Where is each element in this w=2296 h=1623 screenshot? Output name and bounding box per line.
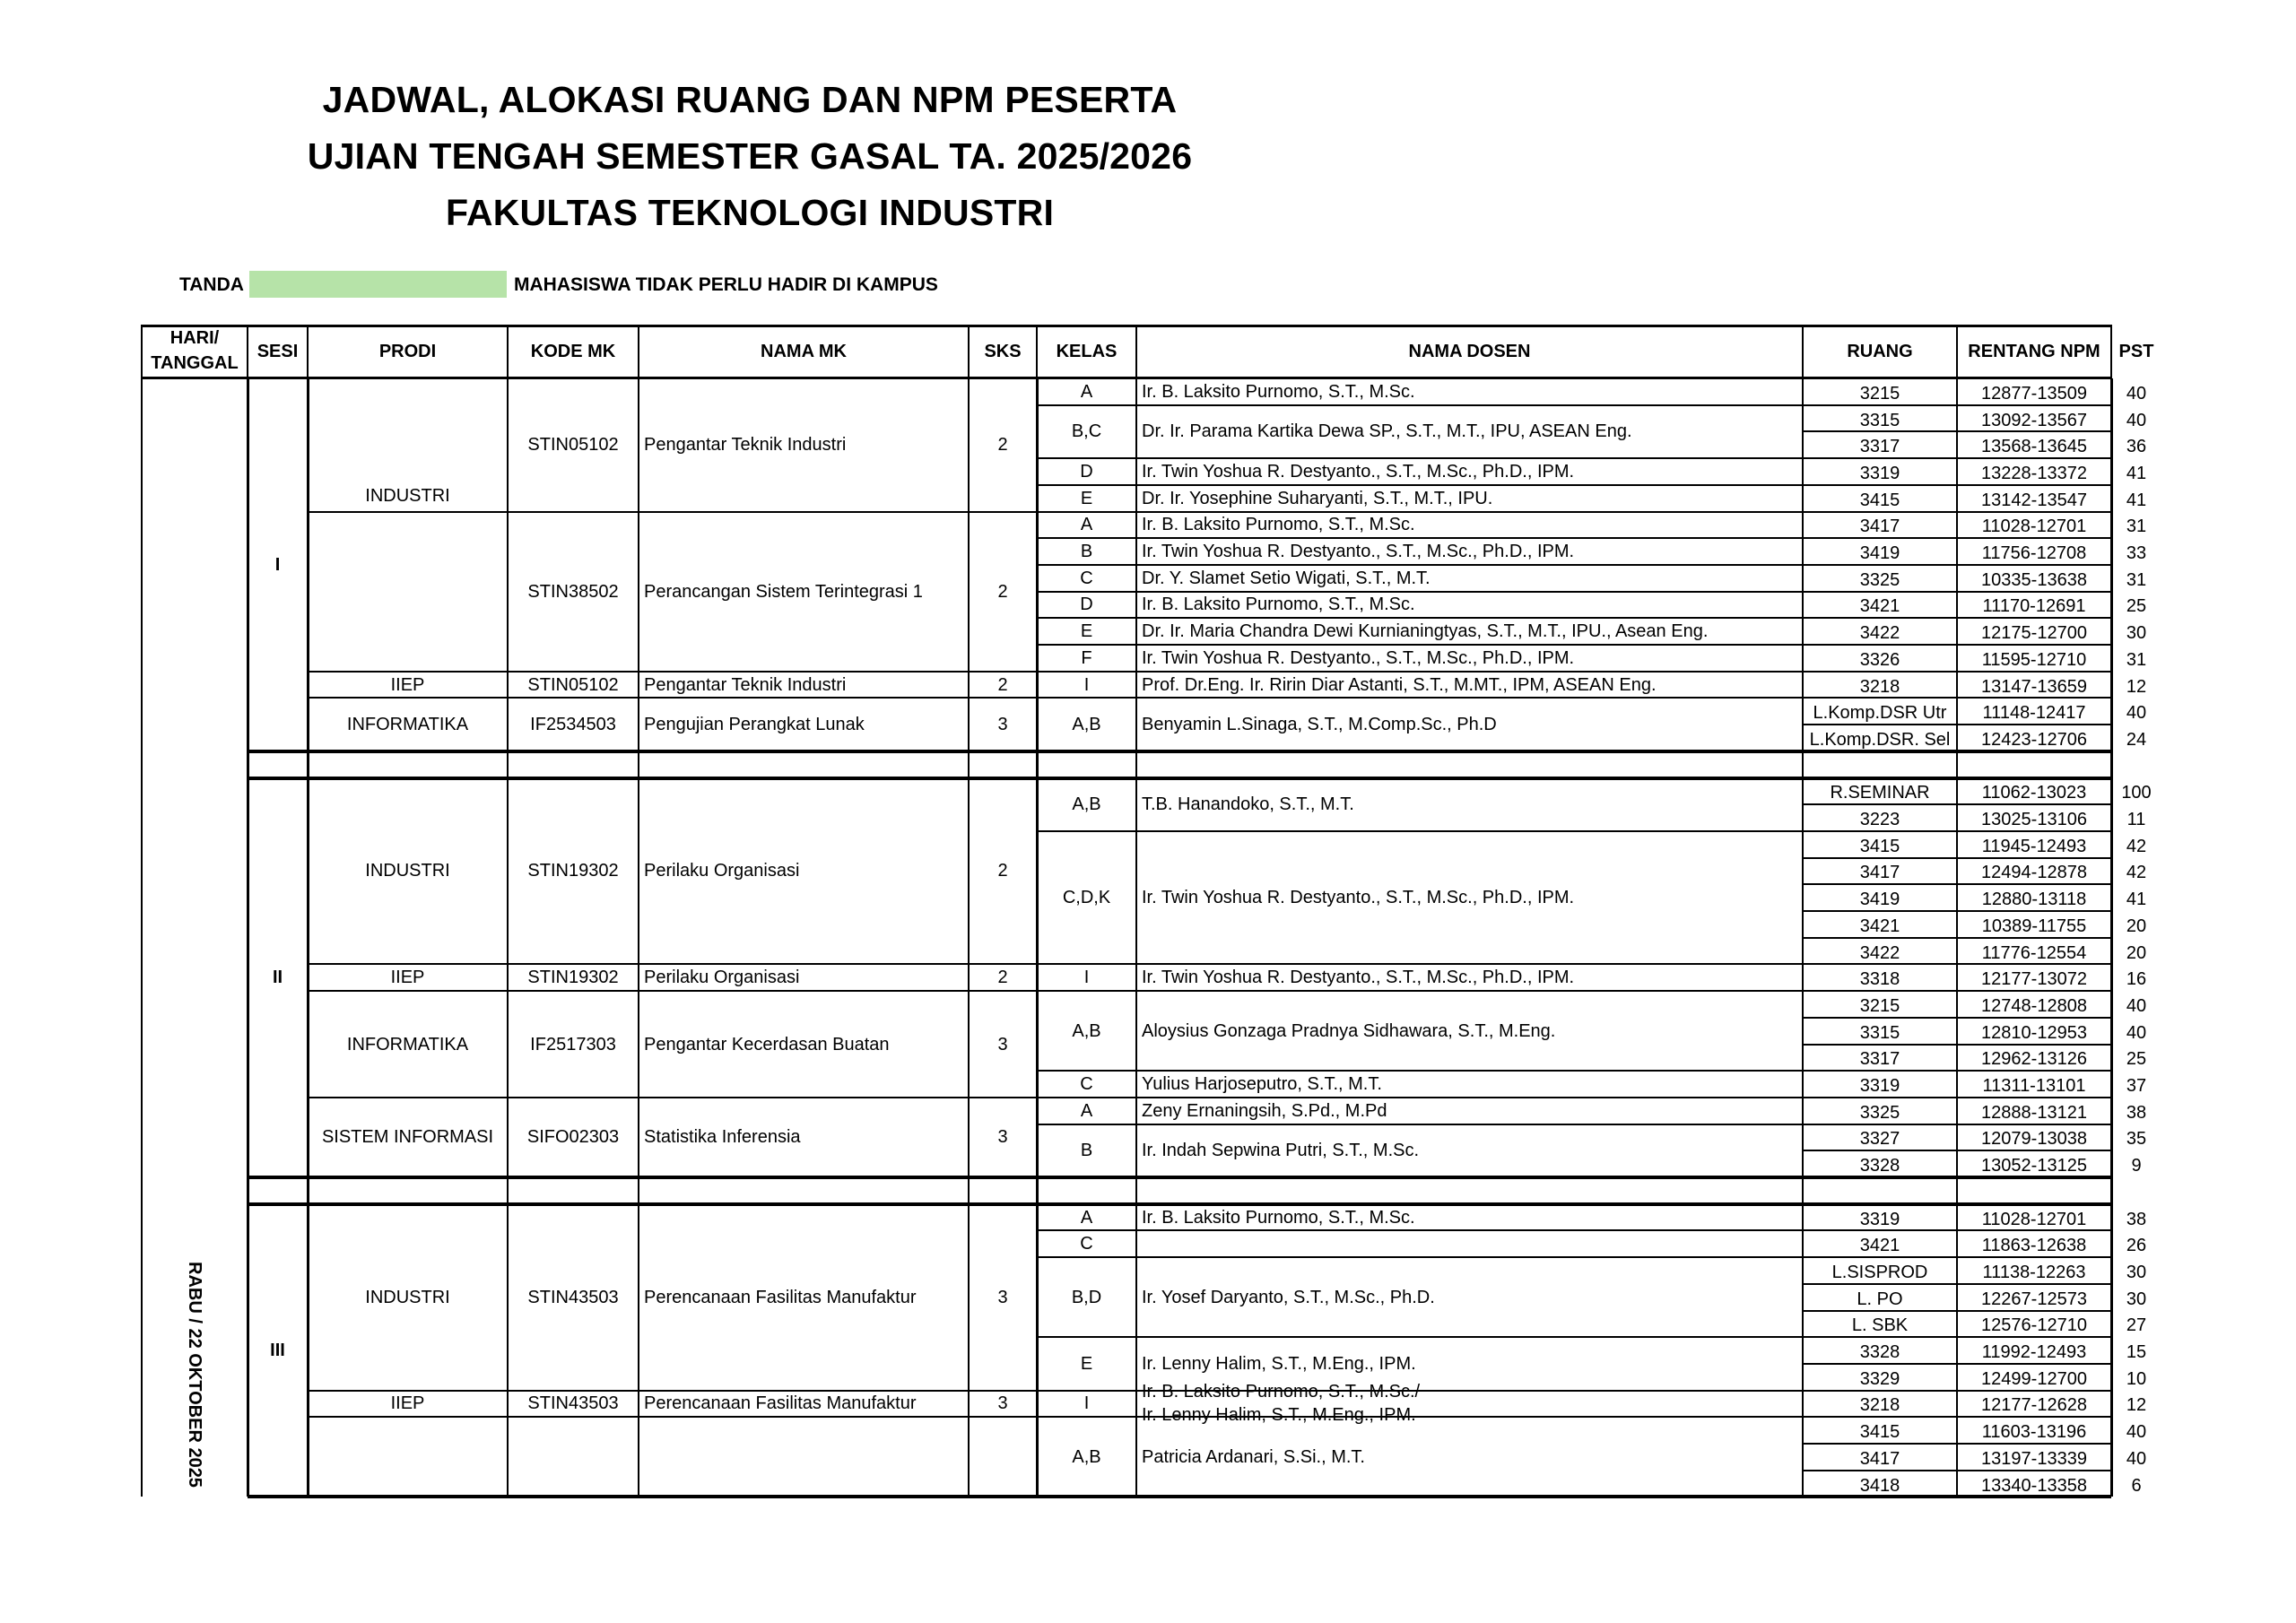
column-header-prodi: PRODI [378,342,437,361]
rentang-npm-cell: 11863-12638 [1981,1236,2087,1256]
nama-dosen-cell: Ir. Yosef Daryanto, S.T., M.Sc., Ph.D. [1142,1287,1435,1307]
rentang-npm-cell: 13147-13659 [1981,676,2087,697]
ruang-cell: 3317 [1859,1049,1900,1070]
nama-dosen-cell: Ir. B. Laksito Purnomo, S.T., M.Sc. [1142,515,1415,535]
ruang-cell: 3218 [1859,1395,1900,1416]
pst-cell: 30 [2126,1289,2147,1309]
rentang-npm-cell: 12175-12700 [1981,623,2087,644]
kelas-cell: E [1080,621,1093,642]
course-line [308,697,1037,699]
ruang-cell: 3419 [1859,543,1900,564]
pst-cell: 100 [2121,783,2152,803]
rentang-npm-cell: 11776-12554 [1981,942,2087,963]
column-header-sks: SKS [984,342,1022,361]
kelas-cell: A [1080,1207,1093,1228]
nama-dosen-cell: Ir. Twin Yoshua R. Destyanto., S.T., M.Sc., Ph.D., IPM. [1142,647,1575,668]
ruang-cell: 3215 [1859,995,1900,1016]
ruang-cell: 3418 [1859,1475,1900,1496]
rentang-npm-cell: 11311-13101 [1982,1076,2086,1097]
kode-mk-cell: IF2517303 [530,1034,616,1055]
prodi-cell: INFORMATIKA [346,1034,469,1055]
legend-text: MAHASISWA TIDAK PERLU HADIR DI KAMPUS [514,274,938,295]
ruang-cell: 3417 [1859,863,1900,883]
kelas-cell: B [1080,1141,1093,1161]
nama-mk-cell: Perilaku Organisasi [644,861,800,881]
sks-cell: 3 [997,1034,1008,1055]
ruang-cell: L. SBK [1851,1315,1909,1336]
nama-mk-cell: Pengujian Perangkat Lunak [644,715,865,735]
rentang-npm-cell: 11603-13196 [1981,1422,2087,1443]
ruang-cell: L. PO [1857,1289,1903,1309]
kode-mk-cell: STIN43503 [527,1287,619,1307]
document-subtitle: UJIAN TENGAH SEMESTER GASAL TA. 2025/2026 [307,135,1193,177]
ruang-cell: R.SEMINAR [1830,783,1930,803]
nama-dosen-cell: Ir. B. Laksito Purnomo, S.T., M.Sc./ [1142,1382,1421,1402]
rentang-npm-cell: 11028-12701 [1981,516,2087,537]
nama-dosen-cell: Ir. Lenny Halim, S.T., M.Eng., IPM. [1142,1353,1416,1374]
header-top-border [142,325,2111,327]
group-line [1037,963,1803,965]
kelas-cell: B,D [1071,1287,1102,1307]
group-line [1037,457,1803,459]
pst-cell: 10 [2126,1368,2147,1389]
column-header-nama-dosen: NAMA DOSEN [1408,342,1531,361]
nama-dosen-cell: Benyamin L.Sinaga, S.T., M.Comp.Sc., Ph.D [1142,715,1497,735]
pst-cell: 40 [2126,410,2147,430]
pst-cell: 41 [2126,890,2147,910]
sks-cell: 3 [997,715,1008,735]
group-line [1037,830,1803,832]
rentang-npm-cell: 11148-12417 [1982,703,2086,724]
nama-dosen-cell: Zeny Ernaningsih, S.Pd., M.Pd [1142,1100,1387,1121]
nama-mk-cell: Perencanaan Fasilitas Manufaktur [644,1287,917,1307]
nama-dosen-cell: Dr. Ir. Yosephine Suharyanti, S.T., M.T., IPU. [1142,488,1493,508]
rentang-npm-cell: 11756-12708 [1981,543,2087,564]
ruang-cell: 3318 [1859,969,1900,990]
rentang-npm-cell: 12880-13118 [1981,890,2087,910]
header-bottom-border [142,377,2111,379]
nama-mk-cell: Perancangan Sistem Terintegrasi 1 [644,581,923,602]
pst-cell: 16 [2126,969,2147,990]
kelas-cell: B,C [1071,421,1102,442]
rentang-npm-cell: 12810-12953 [1981,1022,2087,1043]
pst-cell: 40 [2126,703,2147,724]
pst-cell: 30 [2126,623,2147,644]
kelas-cell: D [1080,461,1093,482]
ruang-cell: 3325 [1859,569,1900,590]
rentang-npm-cell: 13052-13125 [1981,1156,2087,1176]
nama-mk-cell: Perencanaan Fasilitas Manufaktur [644,1393,917,1414]
faculty-title: FAKULTAS TEKNOLOGI INDUSTRI [445,192,1055,233]
kelas-cell: I [1083,968,1090,988]
session-top-border [248,777,2111,780]
pst-cell: 11 [2126,810,2146,830]
nama-dosen-cell: Ir. Twin Yoshua R. Destyanto., S.T., M.Sc., Ph.D., IPM. [1142,968,1575,988]
sesi-cell: III [270,1341,285,1361]
header-column-line [968,325,970,378]
pst-cell: 38 [2126,1209,2147,1229]
kode-mk-cell: STIN05102 [527,674,619,695]
ruang-cell: 3319 [1859,1076,1900,1097]
nama-dosen-cell: Dr. Ir. Parama Kartika Dewa SP., S.T., M.T., IPU, ASEAN Eng. [1142,421,1632,442]
column-line [638,378,639,1497]
column-header-kelas: KELAS [1056,342,1118,361]
group-line [1037,1070,1803,1072]
sks-cell: 2 [997,861,1008,881]
sks-cell: 3 [997,1287,1008,1307]
kelas-cell: A [1080,381,1093,402]
session-bottom-border [248,750,2111,753]
ruang-cell: 3223 [1859,810,1900,830]
kode-mk-cell: STIN43503 [527,1393,619,1414]
group-line [1037,671,1803,673]
column-header-nama-mk: NAMA MK [761,342,847,361]
legend-label: TANDA [179,274,244,295]
course-line [308,1390,1037,1392]
group-line [1037,511,1803,513]
pst-cell: 42 [2126,863,2147,883]
nama-dosen-cell: Dr. Ir. Maria Chandra Dewi Kurnianingtyas, S.T., M.T., IPU., Asean Eng. [1142,621,1709,642]
pst-cell: 31 [2126,516,2147,537]
ruang-cell: 3421 [1859,596,1900,617]
group-line [1037,404,1803,406]
course-line [308,963,1037,965]
ruang-cell: 3422 [1859,942,1900,963]
kelas-cell: C,D,K [1062,888,1111,908]
ruang-cell: 3415 [1859,836,1900,856]
rentang-npm-cell: 10335-13638 [1981,569,2087,590]
rentang-npm-cell: 13568-13645 [1981,437,2087,457]
header-column-line [1956,325,1958,378]
ruang-cell: 3215 [1859,383,1900,404]
course-line [308,671,1037,673]
nama-dosen-cell: Yulius Harjoseputro, S.T., M.T. [1142,1074,1382,1095]
sks-cell: 2 [997,968,1008,988]
sesi-cell: I [274,554,281,575]
column-line [2110,378,2113,1497]
pst-cell: 40 [2126,1448,2147,1469]
rentang-npm-cell: 13340-13358 [1981,1475,2087,1496]
nama-dosen-cell: Ir. Twin Yoshua R. Destyanto., S.T., M.Sc., Ph.D., IPM. [1142,461,1575,482]
sks-cell: 3 [997,1127,1008,1148]
pst-cell: 24 [2126,729,2147,750]
group-line [1037,697,1803,699]
column-line [507,378,509,1497]
ruang-cell: 3319 [1859,463,1900,483]
course-line [308,990,1037,992]
nama-dosen-cell: Ir. B. Laksito Purnomo, S.T., M.Sc. [1142,1207,1415,1228]
ruang-cell: 3415 [1859,1422,1900,1443]
ruang-cell: 3422 [1859,623,1900,644]
pst-cell: 38 [2126,1102,2147,1123]
prodi-cell: IIEP [390,674,425,695]
kode-mk-cell: STIN38502 [527,581,619,602]
nama-mk-cell: Pengantar Kecerdasan Buatan [644,1034,890,1055]
ruang-cell: 3327 [1859,1129,1900,1150]
ruang-cell: 3421 [1859,1236,1900,1256]
nama-mk-cell: Pengantar Teknik Industri [644,435,847,456]
pst-cell: 30 [2126,1262,2147,1282]
nama-mk-cell: Perilaku Organisasi [644,968,800,988]
column-line [141,378,143,1497]
column-line [1802,378,1804,1497]
ruang-cell: 3317 [1859,437,1900,457]
group-line [1037,617,1803,619]
header-column-line [2110,325,2112,378]
rentang-npm-cell: 12576-12710 [1981,1315,2087,1336]
prodi-cell: INDUSTRI [365,485,450,506]
nama-dosen-cell: T.B. Hanandoko, S.T., M.T. [1142,794,1354,815]
group-line [1037,484,1803,486]
nama-mk-cell: Pengantar Teknik Industri [644,674,847,695]
course-line [308,511,1037,513]
nama-dosen-cell: Ir. Twin Yoshua R. Destyanto., S.T., M.Sc., Ph.D., IPM. [1142,542,1575,562]
header-column-line [1135,325,1137,378]
rentang-npm-cell: 12177-13072 [1981,969,2087,990]
rentang-npm-cell: 12962-13126 [1981,1049,2087,1070]
prodi-cell: INDUSTRI [365,1287,450,1307]
pst-cell: 40 [2126,383,2147,404]
rentang-npm-cell: 13092-13567 [1981,410,2087,430]
kelas-cell: A,B [1072,715,1101,735]
kelas-cell: C [1080,1074,1093,1095]
pst-cell: 42 [2126,836,2147,856]
pst-cell: 31 [2126,649,2147,670]
pst-cell: 35 [2126,1129,2147,1150]
ruang-cell: 3417 [1859,1448,1900,1469]
rentang-npm-cell: 10389-11755 [1981,916,2087,936]
column-header-rentang-npm: RENTANG NPM [1968,342,2100,361]
kode-mk-cell: IF2534503 [530,715,616,735]
kelas-cell: I [1083,1393,1090,1414]
course-line [308,1416,1037,1418]
group-line [1037,1336,1803,1338]
group-line [1037,1229,1803,1231]
kelas-cell: E [1080,488,1093,508]
ruang-cell: L.Komp.DSR Utr [1813,703,1947,724]
rentang-npm-cell: 12499-12700 [1981,1368,2087,1389]
pst-cell: 25 [2126,1049,2147,1070]
rentang-npm-cell: 12888-13121 [1981,1102,2087,1123]
pst-cell: 41 [2126,463,2147,483]
ruang-cell: 3419 [1859,890,1900,910]
legend-color-swatch [249,271,507,298]
sesi-cell: II [272,968,283,988]
pst-cell: 41 [2126,490,2147,510]
day-date-label: RABU / 22 OKTOBER 2025 [185,1262,204,1488]
ruang-cell: 3315 [1859,1022,1900,1043]
session-bottom-border [248,1495,2111,1498]
pst-cell: 25 [2126,596,2147,617]
kelas-cell: A [1080,515,1093,535]
ruang-cell: 3325 [1859,1102,1900,1123]
prodi-cell: INFORMATIKA [346,715,469,735]
nama-mk-cell: Statistika Inferensia [644,1127,801,1148]
rentang-npm-cell: 12423-12706 [1981,729,2087,750]
pst-cell: 40 [2126,1422,2147,1443]
rentang-npm-cell: 12877-13509 [1981,383,2087,404]
pst-cell: 26 [2126,1236,2147,1256]
column-line [1135,378,1137,1497]
rentang-npm-cell: 12748-12808 [1981,995,2087,1016]
rentang-npm-cell: 13142-13547 [1981,490,2087,510]
nama-dosen-cell: Ir. Indah Sepwina Putri, S.T., M.Sc. [1142,1141,1420,1161]
column-line [247,378,249,1497]
column-header-kode-mk: KODE MK [530,342,616,361]
kelas-cell: A,B [1072,1020,1101,1041]
ruang-cell: 3328 [1859,1156,1900,1176]
nama-dosen-cell: Aloysius Gonzaga Pradnya Sidhawara, S.T., M.Eng. [1142,1020,1556,1041]
kelas-cell: D [1080,595,1093,615]
column-header-hari-tanggal: HARI/ [170,328,220,348]
kelas-cell: A [1080,1100,1093,1121]
rentang-npm-cell: 11595-12710 [1981,649,2087,670]
kode-mk-cell: STIN19302 [527,861,619,881]
session-top-border [248,1202,2111,1206]
column-line [968,378,970,1497]
kelas-cell: C [1080,1234,1093,1254]
column-line [1036,378,1039,1497]
rentang-npm-cell: 12267-12573 [1981,1289,2087,1309]
course-line [308,1097,1037,1098]
ruang-cell: 3218 [1859,676,1900,697]
kelas-cell: E [1080,1353,1093,1374]
ruang-cell: 3417 [1859,516,1900,537]
prodi-cell: IIEP [390,1393,425,1414]
kode-mk-cell: STIN19302 [527,968,619,988]
document-title: JADWAL, ALOKASI RUANG DAN NPM PESERTA [322,79,1178,120]
kode-mk-cell: STIN05102 [527,435,619,456]
nama-dosen-cell: Ir. B. Laksito Purnomo, S.T., M.Sc. [1142,381,1415,402]
pst-cell: 12 [2126,1395,2147,1416]
pst-cell: 9 [2131,1156,2142,1176]
schedule-table [142,325,2276,1571]
ruang-cell: L.SISPROD [1831,1262,1928,1282]
group-line [1037,1124,1803,1125]
pst-cell: 40 [2126,995,2147,1016]
kelas-cell: A,B [1072,794,1101,815]
rentang-npm-cell: 12494-12878 [1981,863,2087,883]
sks-cell: 2 [997,674,1008,695]
group-line [1037,1416,1803,1418]
rentang-npm-cell: 11992-12493 [1981,1342,2087,1363]
session-bottom-border [248,1176,2111,1179]
ruang-cell: 3319 [1859,1209,1900,1229]
header-column-line [247,325,248,378]
kode-mk-cell: SIFO02303 [526,1127,620,1148]
pst-cell: 40 [2126,1022,2147,1043]
group-line [1037,564,1803,566]
sks-cell: 2 [997,435,1008,456]
kelas-cell: A,B [1072,1446,1101,1467]
group-line [1037,537,1803,539]
prodi-cell: SISTEM INFORMASI [321,1127,494,1148]
sks-cell: 2 [997,581,1008,602]
kelas-cell: I [1083,674,1090,695]
group-line [1037,1256,1803,1258]
ruang-cell: 3329 [1859,1368,1900,1389]
column-header-sesi: SESI [257,342,299,361]
column-line [307,378,309,1497]
sks-cell: 3 [997,1393,1008,1414]
header-column-line [507,325,509,378]
column-header-pst: PST [2118,342,2154,361]
nama-dosen-cell: Ir. Twin Yoshua R. Destyanto., S.T., M.Sc., Ph.D., IPM. [1142,888,1575,908]
rentang-npm-cell: 13228-13372 [1981,463,2087,483]
ruang-cell: L.Komp.DSR. Sel [1809,729,1951,750]
rentang-npm-cell: 11170-12691 [1982,596,2086,617]
rentang-npm-cell: 11945-12493 [1981,836,2087,856]
nama-dosen-cell: Patricia Ardanari, S.Si., M.T. [1142,1446,1365,1467]
rentang-npm-cell: 11028-12701 [1981,1209,2087,1229]
ruang-cell: 3328 [1859,1342,1900,1363]
kelas-cell: C [1080,568,1093,588]
ruang-cell: 3421 [1859,916,1900,936]
header-column-line [307,325,309,378]
pst-cell: 20 [2126,942,2147,963]
pst-cell: 27 [2126,1315,2147,1336]
kelas-cell: F [1081,647,1092,668]
prodi-cell: INDUSTRI [365,861,450,881]
group-line [1037,644,1803,646]
pst-cell: 15 [2126,1342,2147,1363]
group-line [1037,1097,1803,1098]
rentang-npm-cell: 13197-13339 [1981,1448,2087,1469]
pst-cell: 20 [2126,916,2147,936]
rentang-npm-cell: 13025-13106 [1981,810,2087,830]
rentang-npm-cell: 12079-13038 [1981,1129,2087,1150]
rentang-npm-cell: 12177-12628 [1981,1395,2087,1416]
group-line [1037,990,1803,992]
column-header-hari-tanggal-line-2: TANGGAL [151,353,239,373]
rentang-npm-cell: 11062-13023 [1981,783,2087,803]
ruang-cell: 3326 [1859,649,1900,670]
kelas-cell: B [1080,542,1093,562]
pst-cell: 37 [2126,1076,2147,1097]
header-column-line [638,325,639,378]
group-line [1037,591,1803,593]
pst-cell: 36 [2126,437,2147,457]
header-column-line [141,325,143,378]
nama-dosen-cell: Prof. Dr.Eng. Ir. Ririn Diar Astanti, S.T., M.MT., IPM, ASEAN Eng. [1142,674,1657,695]
nama-dosen-cell: Ir. B. Laksito Purnomo, S.T., M.Sc. [1142,595,1415,615]
nama-dosen-cell: Dr. Y. Slamet Setio Wigati, S.T., M.T. [1142,568,1431,588]
prodi-cell: IIEP [390,968,425,988]
column-line [1956,378,1958,1497]
ruang-cell: 3315 [1859,410,1900,430]
pst-cell: 12 [2126,676,2147,697]
pst-cell: 6 [2131,1475,2142,1496]
header-column-line [1802,325,1804,378]
pst-cell: 33 [2126,543,2147,564]
column-header-ruang: RUANG [1847,342,1913,361]
pst-cell: 31 [2126,569,2147,590]
header-column-line [1036,325,1038,378]
ruang-cell: 3415 [1859,490,1900,510]
rentang-npm-cell: 11138-12263 [1982,1262,2086,1282]
